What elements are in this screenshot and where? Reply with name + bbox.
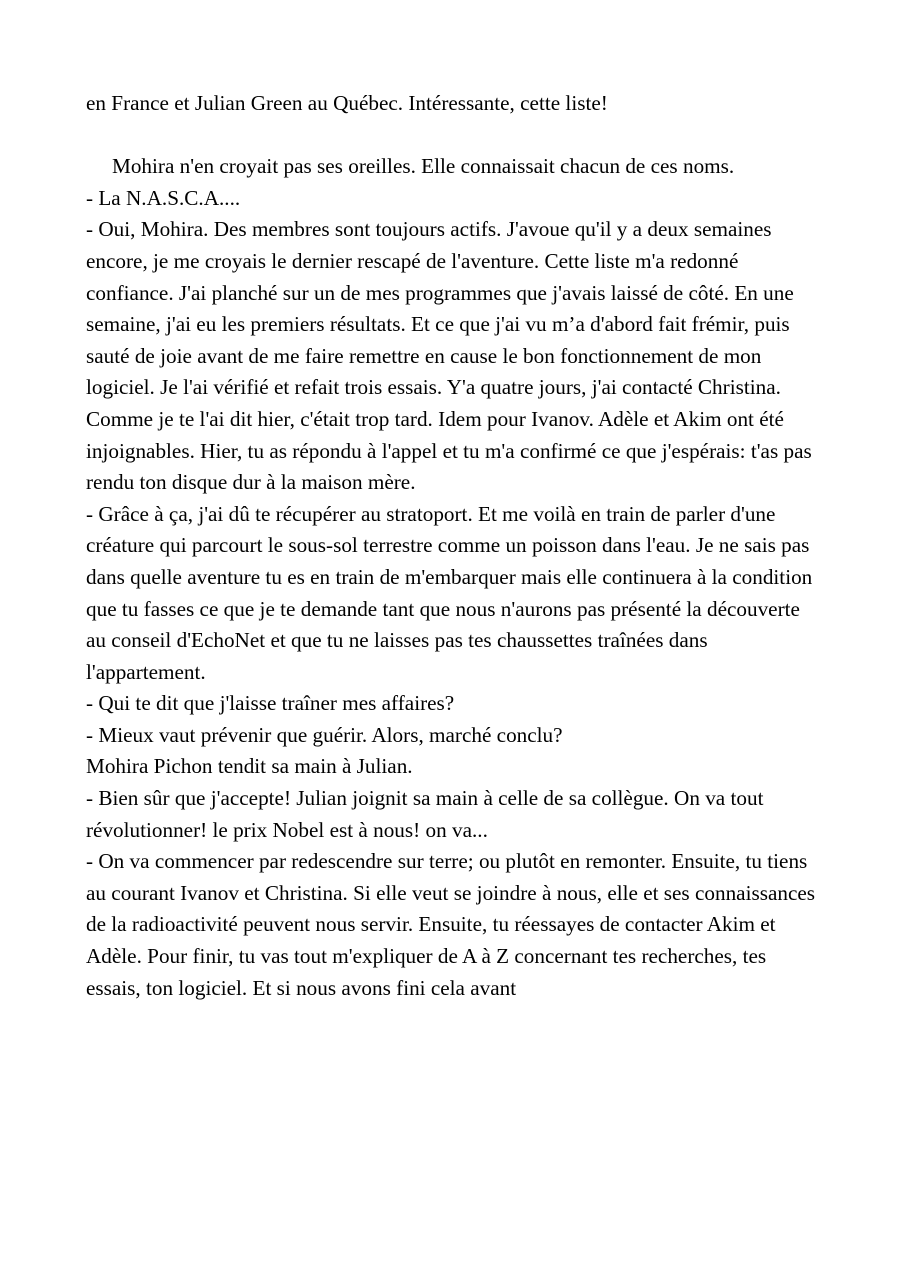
dialogue-line-qui-te-dit: - Qui te dit que j'laisse traîner mes affaires? bbox=[86, 691, 455, 716]
dialogue-line-bien-sur: - Bien sûr que j'accepte! Julian joignit sa main à celle de sa collègue. On va tout révolutionner! le prix Nobel est à nous! on va... bbox=[86, 786, 764, 842]
paragraph-mohira: Mohira n'en croyait pas ses oreilles. Elle connaissait chacun de ces noms. bbox=[112, 154, 735, 179]
document-text-column bbox=[86, 88, 820, 1004]
dialogue-line-grace-a-ca: - Grâce à ça, j'ai dû te récupérer au stratoport. Et me voilà en train de parler d'une créature qui parcourt le sous-sol terrestre comme un poisson dans l'eau. Je ne sais pas dans quelle aventure tu es en train de m'embarquer mais elle continuera à la condition que tu fasses ce que je te demande tant que nous n'aurons pas présenté la découverte au conseil d'EchoNet et que tu ne laisses pas tes chaussettes traînées dans l'appartement. bbox=[86, 501, 813, 684]
dialogue-line-nasca: - La N.A.S.C.A.... bbox=[86, 185, 241, 210]
text-line-continuation: en France et Julian Green au Québec. Intéressante, cette liste! bbox=[86, 91, 608, 115]
narration-line-poignee-de-main: Mohira Pichon tendit sa main à Julian. bbox=[86, 754, 413, 779]
dialogue-line-mieux-vaut: - Mieux vaut prévenir que guérir. Alors, marché conclu? bbox=[86, 722, 563, 747]
dialogue-line-oui-mohira: - Oui, Mohira. Des membres sont toujours actifs. J'avoue qu'il y a deux semaines encore, je me croyais le dernier rescapé de l'aventure. Cette liste m'a redonné confiance. J'ai planché sur un de mes programmes que j'avais laissé de côté. En une semaine, j'ai eu les premiers résultats. Et ce que j'ai vu m’a d'abord fait frémir, puis sauté de joie avant de me faire remettre en cause le bon fonctionnement de mon logiciel. Je l'ai vérifié et refait trois essais. Y'a quatre jours, j'ai contacté Christina. Comme je te l'ai dit hier, c'était trop tard. Idem pour Ivanov. Adèle et Akim ont été injoignables. Hier, tu as répondu à l'appel et tu m'a confirmé ce que j'espérais: t'as pas rendu ton disque dur à la maison mère. bbox=[86, 217, 812, 495]
paragraph-spacer bbox=[86, 120, 820, 152]
dialogue-line-on-va-commencer: - On va commencer par redescendre sur terre; ou plutôt en remonter. Ensuite, tu tiens au courant Ivanov et Christina. Si elle veut se joindre à nous, elle et ses connaissances de la radioactivité peuvent nous servir. Ensuite, tu réessayes de contacter Akim et Adèle. Pour finir, tu vas tout m'expliquer de A à Z concernant tes recherches, tes essais, ton logiciel. Et si nous avons fini cela avant bbox=[86, 849, 815, 1000]
